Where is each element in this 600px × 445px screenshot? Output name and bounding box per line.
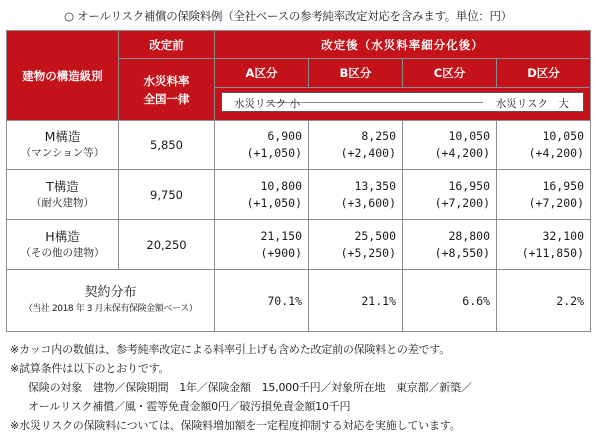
row-label-h bbox=[7, 220, 119, 270]
contract-distribution-label bbox=[7, 270, 215, 332]
zone-premium-cell bbox=[403, 220, 497, 270]
zone-premium-cell bbox=[403, 170, 497, 220]
table-row bbox=[7, 170, 591, 220]
row-label: T構造 bbox=[46, 178, 79, 194]
zone-premium-cell bbox=[497, 121, 591, 170]
premium-diff: (+2,400) bbox=[340, 146, 396, 160]
footnote-diff: ※カッコ内の数値は、参考純率改定による料率引上げも含めた改定前の保険料との差です。 bbox=[10, 343, 451, 356]
zone-premium-cell bbox=[309, 220, 403, 270]
premium-diff: (+4,200) bbox=[434, 146, 490, 160]
risk-scale-low-label: 水災リスク 小 bbox=[234, 98, 301, 110]
before-rate-label-1: 水災料率 bbox=[143, 73, 190, 88]
premium-value: 8,250 bbox=[361, 129, 396, 143]
footnote-flood-mitigation: ※水災リスクの保険料については、保険料増加額を一定程度抑制する対応を実施しています。 bbox=[10, 419, 461, 432]
premium-diff: (+900) bbox=[260, 245, 302, 260]
contract-title: 契約分布 bbox=[84, 284, 137, 300]
contract-share: 2.2% bbox=[497, 270, 591, 332]
premium-diff: (+7,200) bbox=[528, 195, 584, 210]
row-label: H構造 bbox=[45, 228, 80, 244]
row-sublabel: （耐火建物） bbox=[31, 196, 94, 209]
zone-premium-cell bbox=[215, 170, 309, 220]
premium-value: 32,100 bbox=[542, 228, 584, 243]
footnote-conditions-detail-1: 保険の対象 建物／保険期間 1年／保険金額 15,000千円／対象所在地 東京都／新築／ bbox=[28, 381, 472, 394]
zone-premium-cell bbox=[215, 121, 309, 170]
premium-value: 25,500 bbox=[354, 228, 396, 243]
risk-scale bbox=[221, 92, 584, 112]
base-premium: 20,250 bbox=[119, 220, 215, 270]
premium-diff: (+1,050) bbox=[246, 146, 302, 160]
row-label-m bbox=[7, 121, 119, 170]
zone-a-header: A区分 bbox=[215, 59, 309, 88]
zone-b-header: B区分 bbox=[309, 59, 403, 88]
zone-premium-cell bbox=[497, 170, 591, 220]
footnote-conditions: ※試算条件は以下のとおりです。 bbox=[10, 362, 170, 375]
row-label: M構造 bbox=[44, 129, 81, 144]
risk-scale-high-label: 水災リスク 大 bbox=[495, 98, 569, 110]
premium-value: 6,900 bbox=[267, 129, 302, 143]
premium-value: 10,800 bbox=[260, 178, 302, 193]
premium-diff: (+3,600) bbox=[340, 195, 396, 210]
row-label-t bbox=[7, 170, 119, 220]
after-header: 改定後（水災料率細分化後） bbox=[215, 31, 591, 59]
contract-share: 6.6% bbox=[403, 270, 497, 332]
zone-premium-cell bbox=[497, 220, 591, 270]
premium-value: 16,950 bbox=[448, 178, 490, 193]
zone-premium-cell bbox=[403, 121, 497, 170]
footnotes bbox=[10, 340, 595, 435]
zone-premium-cell bbox=[215, 220, 309, 270]
zone-premium-cell bbox=[309, 170, 403, 220]
premium-diff: (+5,250) bbox=[340, 245, 396, 260]
premium-diff: (+8,550) bbox=[434, 245, 490, 260]
premium-value: 13,350 bbox=[354, 178, 396, 193]
before-rate-header bbox=[119, 59, 215, 121]
contract-share: 21.1% bbox=[309, 270, 403, 332]
premium-value: 10,050 bbox=[448, 129, 490, 143]
premium-value: 16,950 bbox=[542, 178, 584, 193]
zone-d-header: D区分 bbox=[497, 59, 591, 88]
premium-diff: (+11,850) bbox=[521, 245, 584, 260]
premium-value: 10,050 bbox=[542, 129, 584, 143]
zone-premium-cell bbox=[309, 121, 403, 170]
premium-diff: (+7,200) bbox=[434, 195, 490, 210]
table-row bbox=[7, 270, 591, 332]
before-header: 改定前 bbox=[119, 31, 215, 59]
footnote-conditions-detail-2: オールリスク補償／風・雹等免責金額0円／破汚損免責金額10千円 bbox=[28, 400, 351, 413]
premium-diff: (+4,200) bbox=[528, 146, 584, 160]
risk-scale-cell bbox=[215, 88, 591, 121]
table-row bbox=[7, 121, 591, 170]
table-row bbox=[7, 220, 591, 270]
contract-share: 70.1% bbox=[215, 270, 309, 332]
base-premium: 9,750 bbox=[119, 170, 215, 220]
premium-table bbox=[6, 30, 591, 332]
row-sublabel: （その他の建物） bbox=[20, 246, 105, 259]
page-title: ○ オールリスク補償の保険料例（全社ベースの参考純率改定対応を含みます。単位：円） bbox=[64, 9, 512, 23]
base-premium: 5,850 bbox=[119, 121, 215, 170]
zone-c-header: C区分 bbox=[403, 59, 497, 88]
structure-header: 建物の構造級別 bbox=[7, 31, 119, 121]
before-rate-label-2: 全国一律 bbox=[143, 91, 190, 106]
premium-value: 28,800 bbox=[448, 228, 490, 243]
contract-basis: （当社 2018 年 3 月末保有保険金額ベース） bbox=[23, 303, 198, 314]
row-sublabel: （マンション等） bbox=[20, 147, 105, 159]
premium-diff: (+1,050) bbox=[246, 195, 302, 210]
premium-value: 21,150 bbox=[260, 228, 302, 243]
